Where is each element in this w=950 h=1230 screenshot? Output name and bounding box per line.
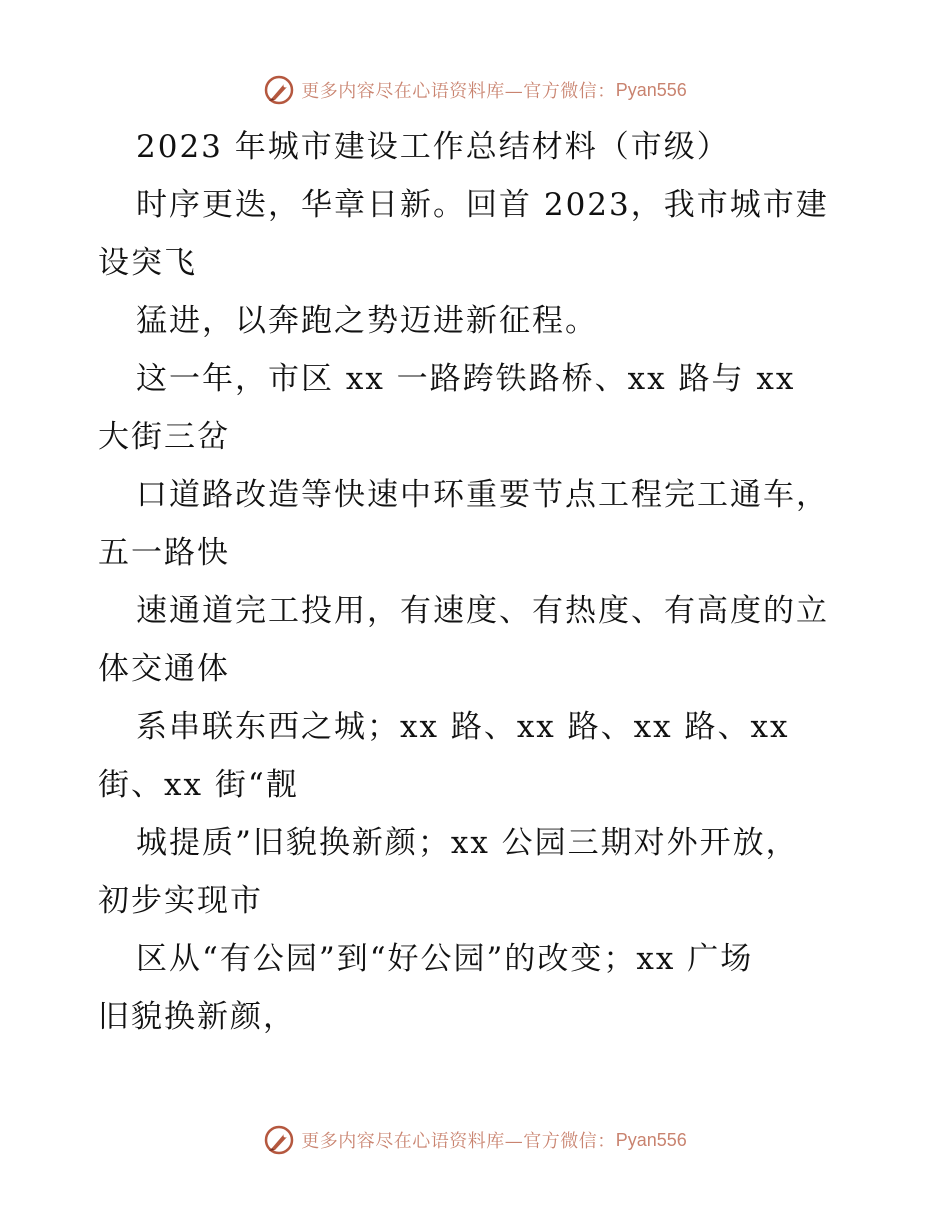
text-line: 系串联东西之城；xx 路、xx 路、xx 路、xx: [136, 709, 790, 745]
pen-logo-icon: [263, 74, 295, 106]
text-line: 五一路快: [98, 535, 230, 571]
pen-logo-icon: [263, 1124, 295, 1156]
watermark-text: 更多内容尽在心语资料库—官方微信：: [301, 81, 616, 102]
watermark-wechat-id: Pyan556: [615, 79, 687, 100]
text-line: 速通道完工投用，有速度、有热度、有高度的立: [136, 593, 829, 629]
text-line: 大街三岔: [98, 419, 230, 455]
text-line: 城提质”旧貌换新颜；xx 公园三期对外开放，: [136, 825, 799, 861]
watermark-wechat-id: Pyan556: [615, 1129, 687, 1150]
document-body: [98, 118, 868, 1046]
text-line: 这一年，市区 xx 一路跨铁路桥、xx 路与 xx: [136, 361, 796, 397]
text-line: 体交通体: [98, 651, 230, 687]
text-line: 猛进，以奔跑之势迈进新征程。: [136, 303, 598, 339]
document-title: 2023 年城市建设工作总结材料（市级）: [136, 129, 730, 165]
footer-watermark: [0, 1122, 950, 1158]
text-line: 时序更迭，华章日新。回首 2023，我市城市建: [136, 187, 829, 223]
text-line: 街、xx 街“靓: [98, 767, 299, 803]
text-line: 初步实现市: [98, 883, 263, 919]
text-line: 旧貌换新颜，: [98, 999, 296, 1035]
header-watermark: [0, 72, 950, 108]
text-line: 设突飞: [98, 245, 197, 281]
text-line: 区从“有公园”到“好公园”的改变；xx 广场: [136, 941, 754, 977]
text-line: 口道路改造等快速中环重要节点工程完工通车，: [136, 477, 829, 513]
watermark-text: 更多内容尽在心语资料库—官方微信：: [301, 1131, 616, 1152]
